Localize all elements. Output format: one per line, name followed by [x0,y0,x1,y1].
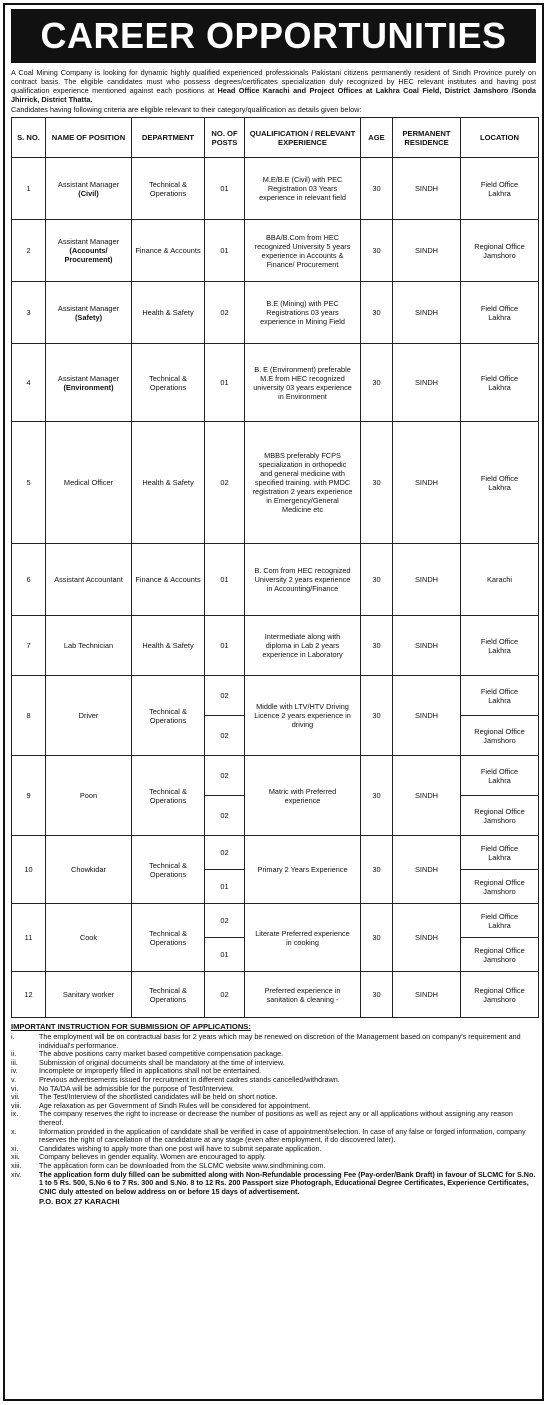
table-row [12,972,539,1018]
cell-age: 30 [361,344,393,422]
cell-age: 30 [361,904,393,972]
cell-sno: 6 [12,544,46,616]
instruction-item [11,1171,536,1197]
instruction-text: Previous advertisements issued for recruitment in different cadres stands cancelled/withdrawn. [39,1074,340,1084]
cell-age: 30 [361,544,393,616]
cell-posts: 01 [205,158,245,220]
cell-position [46,972,132,1018]
position-name: Assistant Manager [57,373,120,383]
header-position: NAME OF POSITION [46,118,132,158]
instruction-number: iii. [11,1057,18,1067]
cell-qualification: B. Com from HEC recognized University 2 years experience in Accounting/Finance [245,544,361,616]
position-name: Sanitary worker [62,990,115,999]
table-row [12,422,539,544]
location-value: Regional Office Jamshoro [461,937,538,971]
location-value: Regional Office Jamshoro [461,869,538,903]
posts-value: 02 [220,771,229,780]
cell-age: 30 [361,836,393,904]
posts-value: 02 [205,795,244,835]
instruction-number: ix. [11,1109,19,1119]
cell-sno: 2 [12,220,46,282]
cell-qualification: B.E (Mining) with PEC Registrations 03 years experience in Mining Field [245,282,361,344]
cell-qualification: Primary 2 Years Experience [245,836,361,904]
cell-residence: SINDH [393,344,461,422]
cell-posts: 01 [205,616,245,676]
instruction-number: vii. [11,1092,20,1102]
header-residence: PERMANENT RESIDENCE [393,118,461,158]
cell-qualification: Literate Preferred experience in cooking [245,904,361,972]
cell-department: Technical & Operations [132,972,205,1018]
cell-residence: SINDH [393,544,461,616]
position-name: Medical Officer [63,478,114,487]
cell-position [46,158,132,220]
instruction-number: xi. [11,1143,19,1153]
table-row [12,158,539,220]
posts-value: 02 [220,916,229,925]
position-name: Driver [78,711,99,720]
cell-qualification: B. E (Environment) preferable M.E from HEC recognized university 03 years experience in Environment [245,344,361,422]
instruction-item [11,1033,536,1050]
cell-posts: 02 [205,282,245,344]
instruction-number: viii. [11,1100,22,1110]
cell-location: Field Office Lakhra [461,282,539,344]
header-location: LOCATION [461,118,539,158]
instruction-number: xiv. [11,1169,22,1179]
cell-qualification: BBA/B.Com from HEC recognized University 5 years experience in Accounts & Finance/ Procurement [245,220,361,282]
cell-posts [205,904,245,972]
header-sno: S. NO. [12,118,46,158]
cell-residence: SINDH [393,836,461,904]
cell-sno: 7 [12,616,46,676]
table-row [12,836,539,904]
cell-sno: 8 [12,676,46,756]
cell-department: Health & Safety [132,616,205,676]
cell-posts: 01 [205,220,245,282]
cell-sno: 10 [12,836,46,904]
advertisement [3,3,544,1401]
instruction-text: The employment will be on contractual basis for 2 years which may be renewed on discretion of the Management based on company's requirement and individual's performance. [39,1032,521,1050]
header-age: AGE [361,118,393,158]
position-name: Assistant Manager [57,237,120,246]
table-row [12,676,539,756]
cell-qualification: Middle with LTV/HTV Driving Licence 2 years experience in driving [245,676,361,756]
cell-age: 30 [361,616,393,676]
cell-position [46,282,132,344]
cell-posts [205,836,245,904]
intro-text: A Coal Mining Company is looking for dynamic highly qualified experienced professionals Pakistani citizens permanently resident of Sindh Province purely on contract basis. The eligible candidates must who possess degrees/certificates specialization duly recognized by HEC relevant institutes and having post qualification experience mentioned against each positions at [11,68,536,95]
cell-age: 30 [361,676,393,756]
instruction-text: Company believes in gender equality. Women are encouraged to apply. [39,1152,266,1162]
page-title: CAREER OPPORTUNITIES [11,9,536,63]
cell-residence: SINDH [393,282,461,344]
cell-position [46,904,132,972]
cell-posts: 01 [205,344,245,422]
instruction-number: ii. [11,1049,17,1059]
instruction-number: xii. [11,1152,20,1162]
cell-position [46,422,132,544]
cell-residence: SINDH [393,220,461,282]
po-box: P.O. BOX 27 KARACHI [39,1197,120,1207]
instruction-item [11,1110,536,1127]
table-header-row [12,118,539,158]
cell-department: Technical & Operations [132,836,205,904]
cell-sno: 12 [12,972,46,1018]
table-row [12,344,539,422]
cell-department: Technical & Operations [132,676,205,756]
cell-department: Technical & Operations [132,904,205,972]
position-name: Poon [79,791,98,800]
position-qualifier: (Safety) [74,312,103,322]
posts-value: 02 [220,691,229,700]
cell-position [46,676,132,756]
table-row [12,282,539,344]
instruction-number: iv. [11,1066,18,1076]
location-value: Field Office Lakhra [480,911,519,930]
cell-age: 30 [361,158,393,220]
cell-location: Field Office Lakhra [461,158,539,220]
cell-posts: 01 [205,544,245,616]
location-value: Regional Office Jamshoro [461,795,538,835]
criteria-line: Candidates having following criteria are eligible relevant to their category/qualification as details given below: [11,105,362,114]
cell-sno: 5 [12,422,46,544]
cell-location: Regional Office Jamshoro [461,972,539,1018]
cell-position [46,220,132,282]
instruction-text: Submission of original documents shall be mandatory at the time of interview. [39,1057,285,1067]
location-value: Field Office Lakhra [480,843,519,862]
instruction-item [11,1128,536,1145]
cell-department: Finance & Accounts [132,544,205,616]
cell-position [46,756,132,836]
table-row [12,904,539,972]
cell-location [461,836,539,904]
header-posts: NO. OF POSTS [205,118,245,158]
header-qualification: QUALIFICATION / RELEVANT EXPERIENCE [245,118,361,158]
cell-residence: SINDH [393,756,461,836]
cell-age: 30 [361,972,393,1018]
table-row [12,756,539,836]
cell-sno: 11 [12,904,46,972]
cell-age: 30 [361,756,393,836]
instruction-text: The above positions carry market based competitive compensation package. [39,1049,284,1059]
cell-residence: SINDH [393,972,461,1018]
instruction-text: The company reserves the right to increase or decrease the number of positions as well as reject any or all applications without assigning any reason thereof. [39,1109,513,1127]
cell-age: 30 [361,220,393,282]
cell-residence: SINDH [393,616,461,676]
instruction-text: Information provided in the application of candidate shall be verified in case of appointment/selection. In case of any false or forged information, company reserves the right of cancellation of the candidature at any stage (even after employment, if do discovered later). [39,1126,526,1145]
instruction-text: The Test/Interview of the shortlisted candidates will be held on short notice. [39,1092,278,1102]
instruction-number: v. [11,1074,17,1084]
instruction-number: xiii. [11,1160,22,1170]
cell-department: Health & Safety [132,422,205,544]
cell-location: Field Office Lakhra [461,422,539,544]
location-value: Field Office Lakhra [480,686,519,705]
cell-posts [205,756,245,836]
cell-sno: 3 [12,282,46,344]
cell-residence: SINDH [393,422,461,544]
position-name: Lab Technician [63,641,114,650]
cell-department: Finance & Accounts [132,220,205,282]
instruction-text: The application form duly filled can be submitted along with Non-Refundable processing Fee (Pay-order/Bank Draft) in favour of SLCMC for S.No. 1 to 5 Rs. 500, S.No 6 to 7 Rs. 300 and S.No. 8 to 12 Rs. 200 Passport size Photograph, Educational Degree Certificates, Experience Certificates, CNIC duly attested on below address on or before 15 days of advertisement. [39,1169,536,1196]
cell-residence: SINDH [393,158,461,220]
cell-sno: 9 [12,756,46,836]
posts-value: 01 [205,937,244,971]
cell-position [46,344,132,422]
cell-department: Health & Safety [132,282,205,344]
cell-department: Technical & Operations [132,344,205,422]
position-qualifier: (Accounts/ Procurement) [64,246,113,264]
location-value: Regional Office Jamshoro [461,715,538,755]
posts-value: 02 [205,715,244,755]
cell-location: Field Office Lakhra [461,344,539,422]
instruction-text: Candidates wishing to apply more than one post will have to submit separate application. [39,1143,322,1153]
cell-department: Technical & Operations [132,756,205,836]
cell-qualification: Intermediate along with diploma in Lab 2 years experience in Laboratory [245,616,361,676]
cell-location: Field Office Lakhra [461,616,539,676]
instruction-text: No TA/DA will be admissible for the purpose of Test/Interview. [39,1083,234,1093]
cell-location [461,756,539,836]
cell-posts [205,676,245,756]
cell-sno: 4 [12,344,46,422]
instruction-number: x. [11,1126,17,1136]
instruction-text: Age relaxation as per Government of Sindh Rules will be considered for appointment. [39,1100,311,1110]
cell-qualification: Matric with Preferred experience [245,756,361,836]
position-name: Cook [79,933,98,942]
cell-residence: SINDH [393,904,461,972]
cell-position [46,616,132,676]
position-name: Chowkidar [71,865,106,874]
cell-position [46,544,132,616]
position-name: Assistant Manager [57,179,120,189]
cell-location: Regional Office Jamshoro [461,220,539,282]
cell-posts: 02 [205,972,245,1018]
table-row [12,544,539,616]
intro-locations: Head Office Karachi and Project Offices at Lakhra Coal Field, District Jamshoro /Sonda Jhirrick, District Thatta. [11,86,536,104]
cell-residence: SINDH [393,676,461,756]
posts-value: 01 [205,869,244,903]
cell-qualification: M.E/B.E (Civil) with PEC Registration 03 Years experience in relevant field [245,158,361,220]
cell-age: 30 [361,282,393,344]
position-qualifier: (Civil) [78,188,99,198]
instruction-text: The application form can be downloaded from the SLCMC website www.sindhmining.com. [39,1160,326,1170]
positions-table [11,117,539,1018]
cell-qualification: MBBS preferably FCPS specialization in orthopedic and general medicine with specified training. with PMDC registration 2 years experience in Emergency/General Medicine etc [245,422,361,544]
cell-posts: 02 [205,422,245,544]
cell-location: Karachi [461,544,539,616]
table-row [12,220,539,282]
position-name: Assistant Accountant [54,575,123,584]
cell-location [461,904,539,972]
cell-age: 30 [361,422,393,544]
cell-position [46,836,132,904]
position-qualifier: (Environment) [63,382,114,392]
cell-sno: 1 [12,158,46,220]
posts-value: 02 [220,848,229,857]
header-department: DEPARTMENT [132,118,205,158]
instructions-list [11,1033,536,1196]
cell-qualification: Preferred experience in sanitation & cleaning - [245,972,361,1018]
cell-department: Technical & Operations [132,158,205,220]
instruction-number: i. [11,1032,15,1041]
cell-location [461,676,539,756]
location-value: Field Office Lakhra [480,766,519,785]
instruction-text: Incomplete or improperly filled in applications shall not be entertained. [39,1066,262,1076]
instruction-number: vi. [11,1083,19,1093]
table-row [12,616,539,676]
position-name: Assistant Manager [57,303,120,313]
instructions-title: IMPORTANT INSTRUCTION FOR SUBMISSION OF APPLICATIONS: [11,1022,251,1031]
intro-paragraph [11,68,536,104]
